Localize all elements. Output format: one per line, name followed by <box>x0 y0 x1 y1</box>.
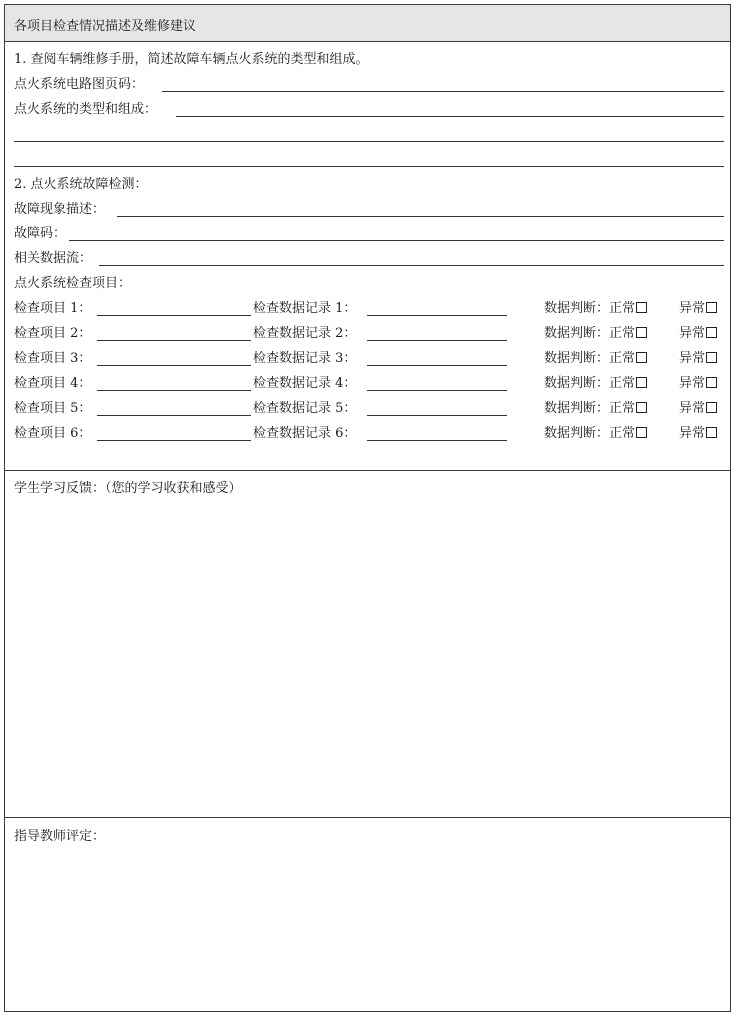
record-label: 检查数据记录 1： <box>253 301 357 316</box>
judge-normal <box>544 401 647 417</box>
record-field[interactable] <box>367 440 507 441</box>
check-item-field[interactable] <box>97 315 251 316</box>
judge-normal-label: 数据判断：正常 <box>544 351 636 366</box>
check-item-label: 检查项目 5： <box>14 401 92 416</box>
fault-code-field[interactable] <box>69 240 724 241</box>
check-item-label: 检查项目 2： <box>14 326 92 341</box>
record-label: 检查数据记录 5： <box>253 401 357 416</box>
judge-normal-label: 数据判断：正常 <box>544 401 636 416</box>
normal-checkbox[interactable] <box>636 302 647 313</box>
abnormal-checkbox[interactable] <box>706 377 717 388</box>
check-item-label: 检查项目 4： <box>14 376 92 391</box>
judge-normal-label: 数据判断：正常 <box>544 301 636 316</box>
record-label: 检查数据记录 3： <box>253 351 357 366</box>
record-field[interactable] <box>367 315 507 316</box>
record-field[interactable] <box>367 365 507 366</box>
check-items-label: 点火系统检查项目： <box>14 276 132 291</box>
record-label: 检查数据记录 4： <box>253 376 357 391</box>
system-type-field[interactable] <box>176 116 724 117</box>
judge-abnormal <box>679 401 717 417</box>
check-item-label: 检查项目 6： <box>14 426 92 441</box>
judge-abnormal <box>679 326 717 342</box>
judge-abnormal <box>679 376 717 392</box>
normal-checkbox[interactable] <box>636 352 647 363</box>
normal-checkbox[interactable] <box>636 377 647 388</box>
system-type-label: 点火系统的类型和组成： <box>14 102 158 117</box>
judge-abnormal <box>679 351 717 367</box>
check-item-field[interactable] <box>97 440 251 441</box>
abnormal-checkbox[interactable] <box>706 427 717 438</box>
abnormal-checkbox[interactable] <box>706 402 717 413</box>
judge-normal <box>544 351 647 367</box>
data-stream-label: 相关数据流： <box>14 251 93 266</box>
system-type-field-line3[interactable] <box>14 166 724 167</box>
judge-abnormal <box>679 301 717 317</box>
check-item-field[interactable] <box>97 340 251 341</box>
form-frame <box>4 4 731 1012</box>
normal-checkbox[interactable] <box>636 327 647 338</box>
abnormal-checkbox[interactable] <box>706 302 717 313</box>
record-label: 检查数据记录 2： <box>253 326 357 341</box>
record-field[interactable] <box>367 340 507 341</box>
judge-normal <box>544 301 647 317</box>
section-divider <box>5 470 730 471</box>
symptom-field[interactable] <box>117 216 724 217</box>
check-item-field[interactable] <box>97 365 251 366</box>
section-divider <box>5 817 730 818</box>
check-item-label: 检查项目 1： <box>14 301 92 316</box>
judge-normal-label: 数据判断：正常 <box>544 426 636 441</box>
judge-normal <box>544 376 647 392</box>
teacher-eval-label: 指导教师评定： <box>14 829 106 844</box>
section1-heading: 1. 查阅车辆维修手册，简述故障车辆点火系统的类型和组成。 <box>14 52 369 67</box>
judge-normal-label: 数据判断：正常 <box>544 376 636 391</box>
system-type-field-line2[interactable] <box>14 141 724 142</box>
record-label: 检查数据记录 6： <box>253 426 357 441</box>
section2-heading: 2. 点火系统故障检测： <box>14 177 148 192</box>
feedback-label: 学生学习反馈：（您的学习收获和感受） <box>14 481 242 496</box>
symptom-label: 故障现象描述： <box>14 202 106 217</box>
abnormal-checkbox[interactable] <box>706 352 717 363</box>
circuit-page-field[interactable] <box>162 91 724 92</box>
abnormal-label: 异常 <box>679 401 706 416</box>
abnormal-label: 异常 <box>679 426 706 441</box>
normal-checkbox[interactable] <box>636 402 647 413</box>
circuit-page-label: 点火系统电路图页码： <box>14 77 145 92</box>
judge-abnormal <box>679 426 717 442</box>
judge-normal <box>544 326 647 342</box>
teacher-eval-area[interactable] <box>5 853 730 1008</box>
abnormal-label: 异常 <box>679 326 706 341</box>
record-field[interactable] <box>367 415 507 416</box>
abnormal-checkbox[interactable] <box>706 327 717 338</box>
abnormal-label: 异常 <box>679 301 706 316</box>
judge-normal-label: 数据判断：正常 <box>544 326 636 341</box>
fault-code-label: 故障码： <box>14 226 67 241</box>
check-item-field[interactable] <box>97 415 251 416</box>
abnormal-label: 异常 <box>679 351 706 366</box>
normal-checkbox[interactable] <box>636 427 647 438</box>
form-header <box>5 5 730 42</box>
record-field[interactable] <box>367 390 507 391</box>
check-item-label: 检查项目 3： <box>14 351 92 366</box>
check-item-field[interactable] <box>97 390 251 391</box>
judge-normal <box>544 426 647 442</box>
data-stream-field[interactable] <box>99 265 724 266</box>
abnormal-label: 异常 <box>679 376 706 391</box>
form-title: 各项目检查情况描述及维修建议 <box>14 19 197 34</box>
feedback-area[interactable] <box>5 505 730 815</box>
